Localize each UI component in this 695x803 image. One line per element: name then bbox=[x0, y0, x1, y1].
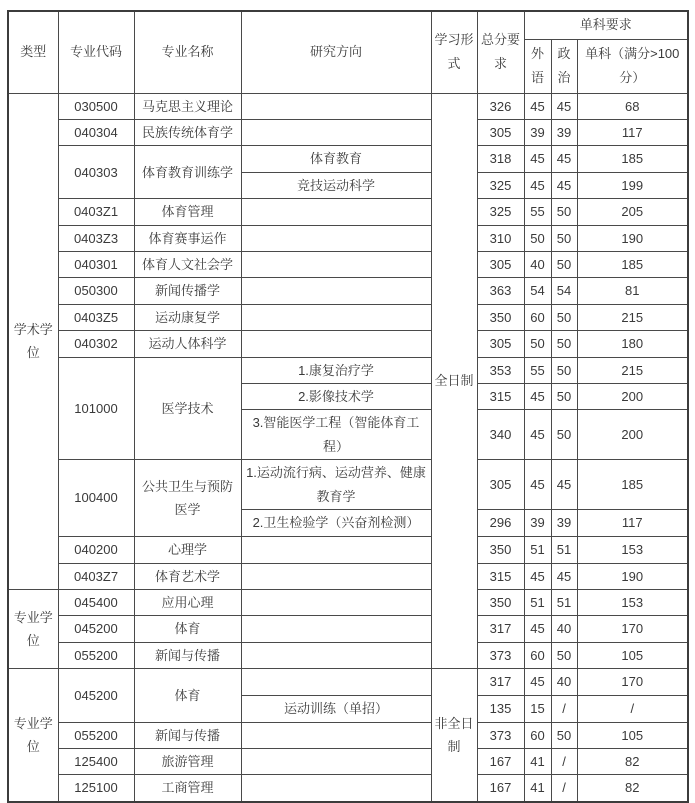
table-row bbox=[8, 304, 688, 330]
cell-total: 325 bbox=[477, 172, 524, 198]
table-row bbox=[8, 252, 688, 278]
cell-single: 170 bbox=[577, 616, 688, 642]
cell-name: 体育 bbox=[134, 669, 241, 722]
cell-code: 045200 bbox=[58, 616, 134, 642]
cell-politics: 45 bbox=[551, 563, 577, 589]
cell-direction bbox=[241, 669, 431, 695]
cell-study-form: 非全日制 bbox=[431, 669, 477, 802]
cell-single: 117 bbox=[577, 510, 688, 537]
cell-total: 167 bbox=[477, 748, 524, 774]
col-header-major-code: 专业代码 bbox=[58, 11, 134, 93]
cell-politics: 40 bbox=[551, 669, 577, 695]
cell-code: 100400 bbox=[58, 460, 134, 537]
cell-code: 0403Z7 bbox=[58, 563, 134, 589]
cell-total: 353 bbox=[477, 357, 524, 383]
cell-foreign: 60 bbox=[524, 722, 551, 748]
cell-direction bbox=[241, 120, 431, 146]
cell-code: 040301 bbox=[58, 252, 134, 278]
cell-total: 135 bbox=[477, 695, 524, 722]
cell-single: 117 bbox=[577, 120, 688, 146]
cell-foreign: 51 bbox=[524, 537, 551, 563]
cell-politics: / bbox=[551, 775, 577, 802]
cell-single: 200 bbox=[577, 383, 688, 409]
cell-single: 199 bbox=[577, 172, 688, 198]
col-header-research-direction: 研究方向 bbox=[241, 11, 431, 93]
cell-code: 040200 bbox=[58, 537, 134, 563]
cell-direction bbox=[241, 93, 431, 119]
cell-single: 215 bbox=[577, 357, 688, 383]
table-row bbox=[8, 563, 688, 589]
col-header-politics: 政治 bbox=[551, 39, 577, 93]
cell-single: 190 bbox=[577, 225, 688, 251]
cell-direction: 3.智能医学工程（智能体育工程） bbox=[241, 410, 431, 460]
cell-name: 体育人文社会学 bbox=[134, 252, 241, 278]
cell-foreign: 40 bbox=[524, 252, 551, 278]
cell-single: 200 bbox=[577, 410, 688, 460]
cell-direction: 运动训练（单招） bbox=[241, 695, 431, 722]
cell-foreign: 60 bbox=[524, 304, 551, 330]
table-row bbox=[8, 722, 688, 748]
cell-name: 体育赛事运作 bbox=[134, 225, 241, 251]
cell-single: 105 bbox=[577, 642, 688, 668]
cell-code: 125100 bbox=[58, 775, 134, 802]
cell-direction: 2.影像技术学 bbox=[241, 383, 431, 409]
table-row bbox=[8, 642, 688, 668]
cell-direction bbox=[241, 199, 431, 225]
cell-code: 040304 bbox=[58, 120, 134, 146]
table-row bbox=[8, 120, 688, 146]
cell-politics: 45 bbox=[551, 172, 577, 198]
cell-foreign: 39 bbox=[524, 120, 551, 146]
cell-politics: 45 bbox=[551, 460, 577, 510]
table-row bbox=[8, 331, 688, 357]
cell-name: 医学技术 bbox=[134, 357, 241, 460]
cell-politics: 50 bbox=[551, 722, 577, 748]
cell-direction: 1.康复治疗学 bbox=[241, 357, 431, 383]
cell-total: 315 bbox=[477, 563, 524, 589]
table-row bbox=[8, 589, 688, 615]
col-header-single-subject-group: 单科要求 bbox=[524, 11, 688, 39]
cell-politics: 50 bbox=[551, 410, 577, 460]
cell-total: 340 bbox=[477, 410, 524, 460]
cell-politics: 50 bbox=[551, 304, 577, 330]
cell-code: 040302 bbox=[58, 331, 134, 357]
cell-total: 305 bbox=[477, 460, 524, 510]
cell-foreign: 45 bbox=[524, 410, 551, 460]
cell-politics: 45 bbox=[551, 93, 577, 119]
cell-total: 325 bbox=[477, 199, 524, 225]
cell-code: 030500 bbox=[58, 93, 134, 119]
table-row bbox=[8, 357, 688, 383]
cell-name: 马克思主义理论 bbox=[134, 93, 241, 119]
col-header-single-subject: 单科（满分>100分） bbox=[577, 39, 688, 93]
cell-single: / bbox=[577, 695, 688, 722]
cell-name: 民族传统体育学 bbox=[134, 120, 241, 146]
cell-politics: 50 bbox=[551, 199, 577, 225]
cell-direction bbox=[241, 642, 431, 668]
cell-single: 185 bbox=[577, 460, 688, 510]
table-row bbox=[8, 93, 688, 119]
cell-total: 310 bbox=[477, 225, 524, 251]
header-row-1 bbox=[8, 11, 688, 39]
cell-direction bbox=[241, 616, 431, 642]
cell-direction bbox=[241, 537, 431, 563]
cell-politics: 50 bbox=[551, 331, 577, 357]
table-row bbox=[8, 616, 688, 642]
cell-foreign: 50 bbox=[524, 331, 551, 357]
cell-total: 315 bbox=[477, 383, 524, 409]
table-row bbox=[8, 669, 688, 695]
cell-total: 350 bbox=[477, 537, 524, 563]
cell-foreign: 45 bbox=[524, 616, 551, 642]
cell-politics: 50 bbox=[551, 357, 577, 383]
cell-foreign: 55 bbox=[524, 357, 551, 383]
cell-name: 体育教育训练学 bbox=[134, 146, 241, 199]
cell-total: 317 bbox=[477, 616, 524, 642]
cell-total: 350 bbox=[477, 589, 524, 615]
cell-politics: 54 bbox=[551, 278, 577, 304]
cell-name: 新闻传播学 bbox=[134, 278, 241, 304]
cell-single: 82 bbox=[577, 748, 688, 774]
cell-direction: 竞技运动科学 bbox=[241, 172, 431, 198]
cell-foreign: 45 bbox=[524, 172, 551, 198]
cell-single: 205 bbox=[577, 199, 688, 225]
cell-single: 105 bbox=[577, 722, 688, 748]
table-row bbox=[8, 775, 688, 802]
cell-foreign: 45 bbox=[524, 383, 551, 409]
cell-total: 317 bbox=[477, 669, 524, 695]
cell-total: 350 bbox=[477, 304, 524, 330]
cell-single: 170 bbox=[577, 669, 688, 695]
cell-politics: 51 bbox=[551, 537, 577, 563]
cell-direction bbox=[241, 775, 431, 802]
cell-total: 305 bbox=[477, 331, 524, 357]
cell-name: 新闻与传播 bbox=[134, 722, 241, 748]
cell-code: 040303 bbox=[58, 146, 134, 199]
cell-name: 公共卫生与预防医学 bbox=[134, 460, 241, 537]
cell-foreign: 45 bbox=[524, 563, 551, 589]
cell-single: 82 bbox=[577, 775, 688, 802]
cell-code: 045400 bbox=[58, 589, 134, 615]
cell-name: 体育 bbox=[134, 616, 241, 642]
col-header-major-name: 专业名称 bbox=[134, 11, 241, 93]
cell-total: 373 bbox=[477, 642, 524, 668]
cell-single: 185 bbox=[577, 252, 688, 278]
cell-name: 旅游管理 bbox=[134, 748, 241, 774]
cell-foreign: 45 bbox=[524, 93, 551, 119]
cell-code: 0403Z1 bbox=[58, 199, 134, 225]
cell-total: 305 bbox=[477, 252, 524, 278]
cell-code: 050300 bbox=[58, 278, 134, 304]
cell-type-group: 专业学位 bbox=[8, 589, 58, 668]
cell-single: 153 bbox=[577, 589, 688, 615]
cell-politics: 39 bbox=[551, 120, 577, 146]
cell-politics: / bbox=[551, 748, 577, 774]
cell-foreign: 45 bbox=[524, 146, 551, 172]
cell-direction bbox=[241, 278, 431, 304]
cell-single: 81 bbox=[577, 278, 688, 304]
cell-single: 215 bbox=[577, 304, 688, 330]
cell-code: 055200 bbox=[58, 642, 134, 668]
cell-politics: 50 bbox=[551, 642, 577, 668]
cell-direction bbox=[241, 748, 431, 774]
cell-name: 应用心理 bbox=[134, 589, 241, 615]
cell-politics: 50 bbox=[551, 252, 577, 278]
cell-name: 运动人体科学 bbox=[134, 331, 241, 357]
cell-study-form: 全日制 bbox=[431, 93, 477, 668]
table-row bbox=[8, 748, 688, 774]
cell-foreign: 54 bbox=[524, 278, 551, 304]
cell-name: 新闻与传播 bbox=[134, 642, 241, 668]
cell-type-group: 学术学位 bbox=[8, 93, 58, 589]
cell-code: 0403Z3 bbox=[58, 225, 134, 251]
cell-direction: 1.运动流行病、运动营养、健康教育学 bbox=[241, 460, 431, 510]
table-row bbox=[8, 278, 688, 304]
cell-direction: 2.卫生检验学（兴奋剂检测） bbox=[241, 510, 431, 537]
cell-politics: 45 bbox=[551, 146, 577, 172]
cell-foreign: 41 bbox=[524, 775, 551, 802]
col-header-total-score: 总分要求 bbox=[477, 11, 524, 93]
cell-direction bbox=[241, 589, 431, 615]
cell-foreign: 15 bbox=[524, 695, 551, 722]
table-row bbox=[8, 460, 688, 510]
cell-total: 305 bbox=[477, 120, 524, 146]
cell-foreign: 39 bbox=[524, 510, 551, 537]
cell-foreign: 45 bbox=[524, 460, 551, 510]
admission-score-table bbox=[7, 10, 689, 803]
cell-politics: 50 bbox=[551, 225, 577, 251]
cell-total: 318 bbox=[477, 146, 524, 172]
cell-direction bbox=[241, 304, 431, 330]
table-row bbox=[8, 537, 688, 563]
cell-politics: 51 bbox=[551, 589, 577, 615]
cell-foreign: 55 bbox=[524, 199, 551, 225]
cell-politics: 39 bbox=[551, 510, 577, 537]
cell-single: 153 bbox=[577, 537, 688, 563]
cell-total: 296 bbox=[477, 510, 524, 537]
cell-name: 运动康复学 bbox=[134, 304, 241, 330]
cell-foreign: 51 bbox=[524, 589, 551, 615]
table-row bbox=[8, 199, 688, 225]
table-row bbox=[8, 146, 688, 172]
cell-direction bbox=[241, 225, 431, 251]
cell-code: 055200 bbox=[58, 722, 134, 748]
cell-foreign: 45 bbox=[524, 669, 551, 695]
cell-direction bbox=[241, 331, 431, 357]
cell-single: 68 bbox=[577, 93, 688, 119]
cell-name: 心理学 bbox=[134, 537, 241, 563]
cell-foreign: 41 bbox=[524, 748, 551, 774]
cell-foreign: 60 bbox=[524, 642, 551, 668]
cell-type-group: 专业学位 bbox=[8, 669, 58, 802]
cell-politics: / bbox=[551, 695, 577, 722]
cell-name: 工商管理 bbox=[134, 775, 241, 802]
table-row bbox=[8, 225, 688, 251]
cell-total: 373 bbox=[477, 722, 524, 748]
cell-single: 180 bbox=[577, 331, 688, 357]
cell-code: 125400 bbox=[58, 748, 134, 774]
cell-total: 326 bbox=[477, 93, 524, 119]
cell-single: 185 bbox=[577, 146, 688, 172]
cell-total: 363 bbox=[477, 278, 524, 304]
col-header-foreign-language: 外语 bbox=[524, 39, 551, 93]
cell-foreign: 50 bbox=[524, 225, 551, 251]
cell-name: 体育艺术学 bbox=[134, 563, 241, 589]
col-header-study-form: 学习形式 bbox=[431, 11, 477, 93]
cell-politics: 40 bbox=[551, 616, 577, 642]
cell-direction bbox=[241, 252, 431, 278]
col-header-type: 类型 bbox=[8, 11, 58, 93]
cell-code: 101000 bbox=[58, 357, 134, 460]
cell-politics: 50 bbox=[551, 383, 577, 409]
cell-total: 167 bbox=[477, 775, 524, 802]
cell-name: 体育管理 bbox=[134, 199, 241, 225]
cell-code: 0403Z5 bbox=[58, 304, 134, 330]
cell-single: 190 bbox=[577, 563, 688, 589]
cell-direction: 体育教育 bbox=[241, 146, 431, 172]
cell-code: 045200 bbox=[58, 669, 134, 722]
cell-direction bbox=[241, 722, 431, 748]
cell-direction bbox=[241, 563, 431, 589]
